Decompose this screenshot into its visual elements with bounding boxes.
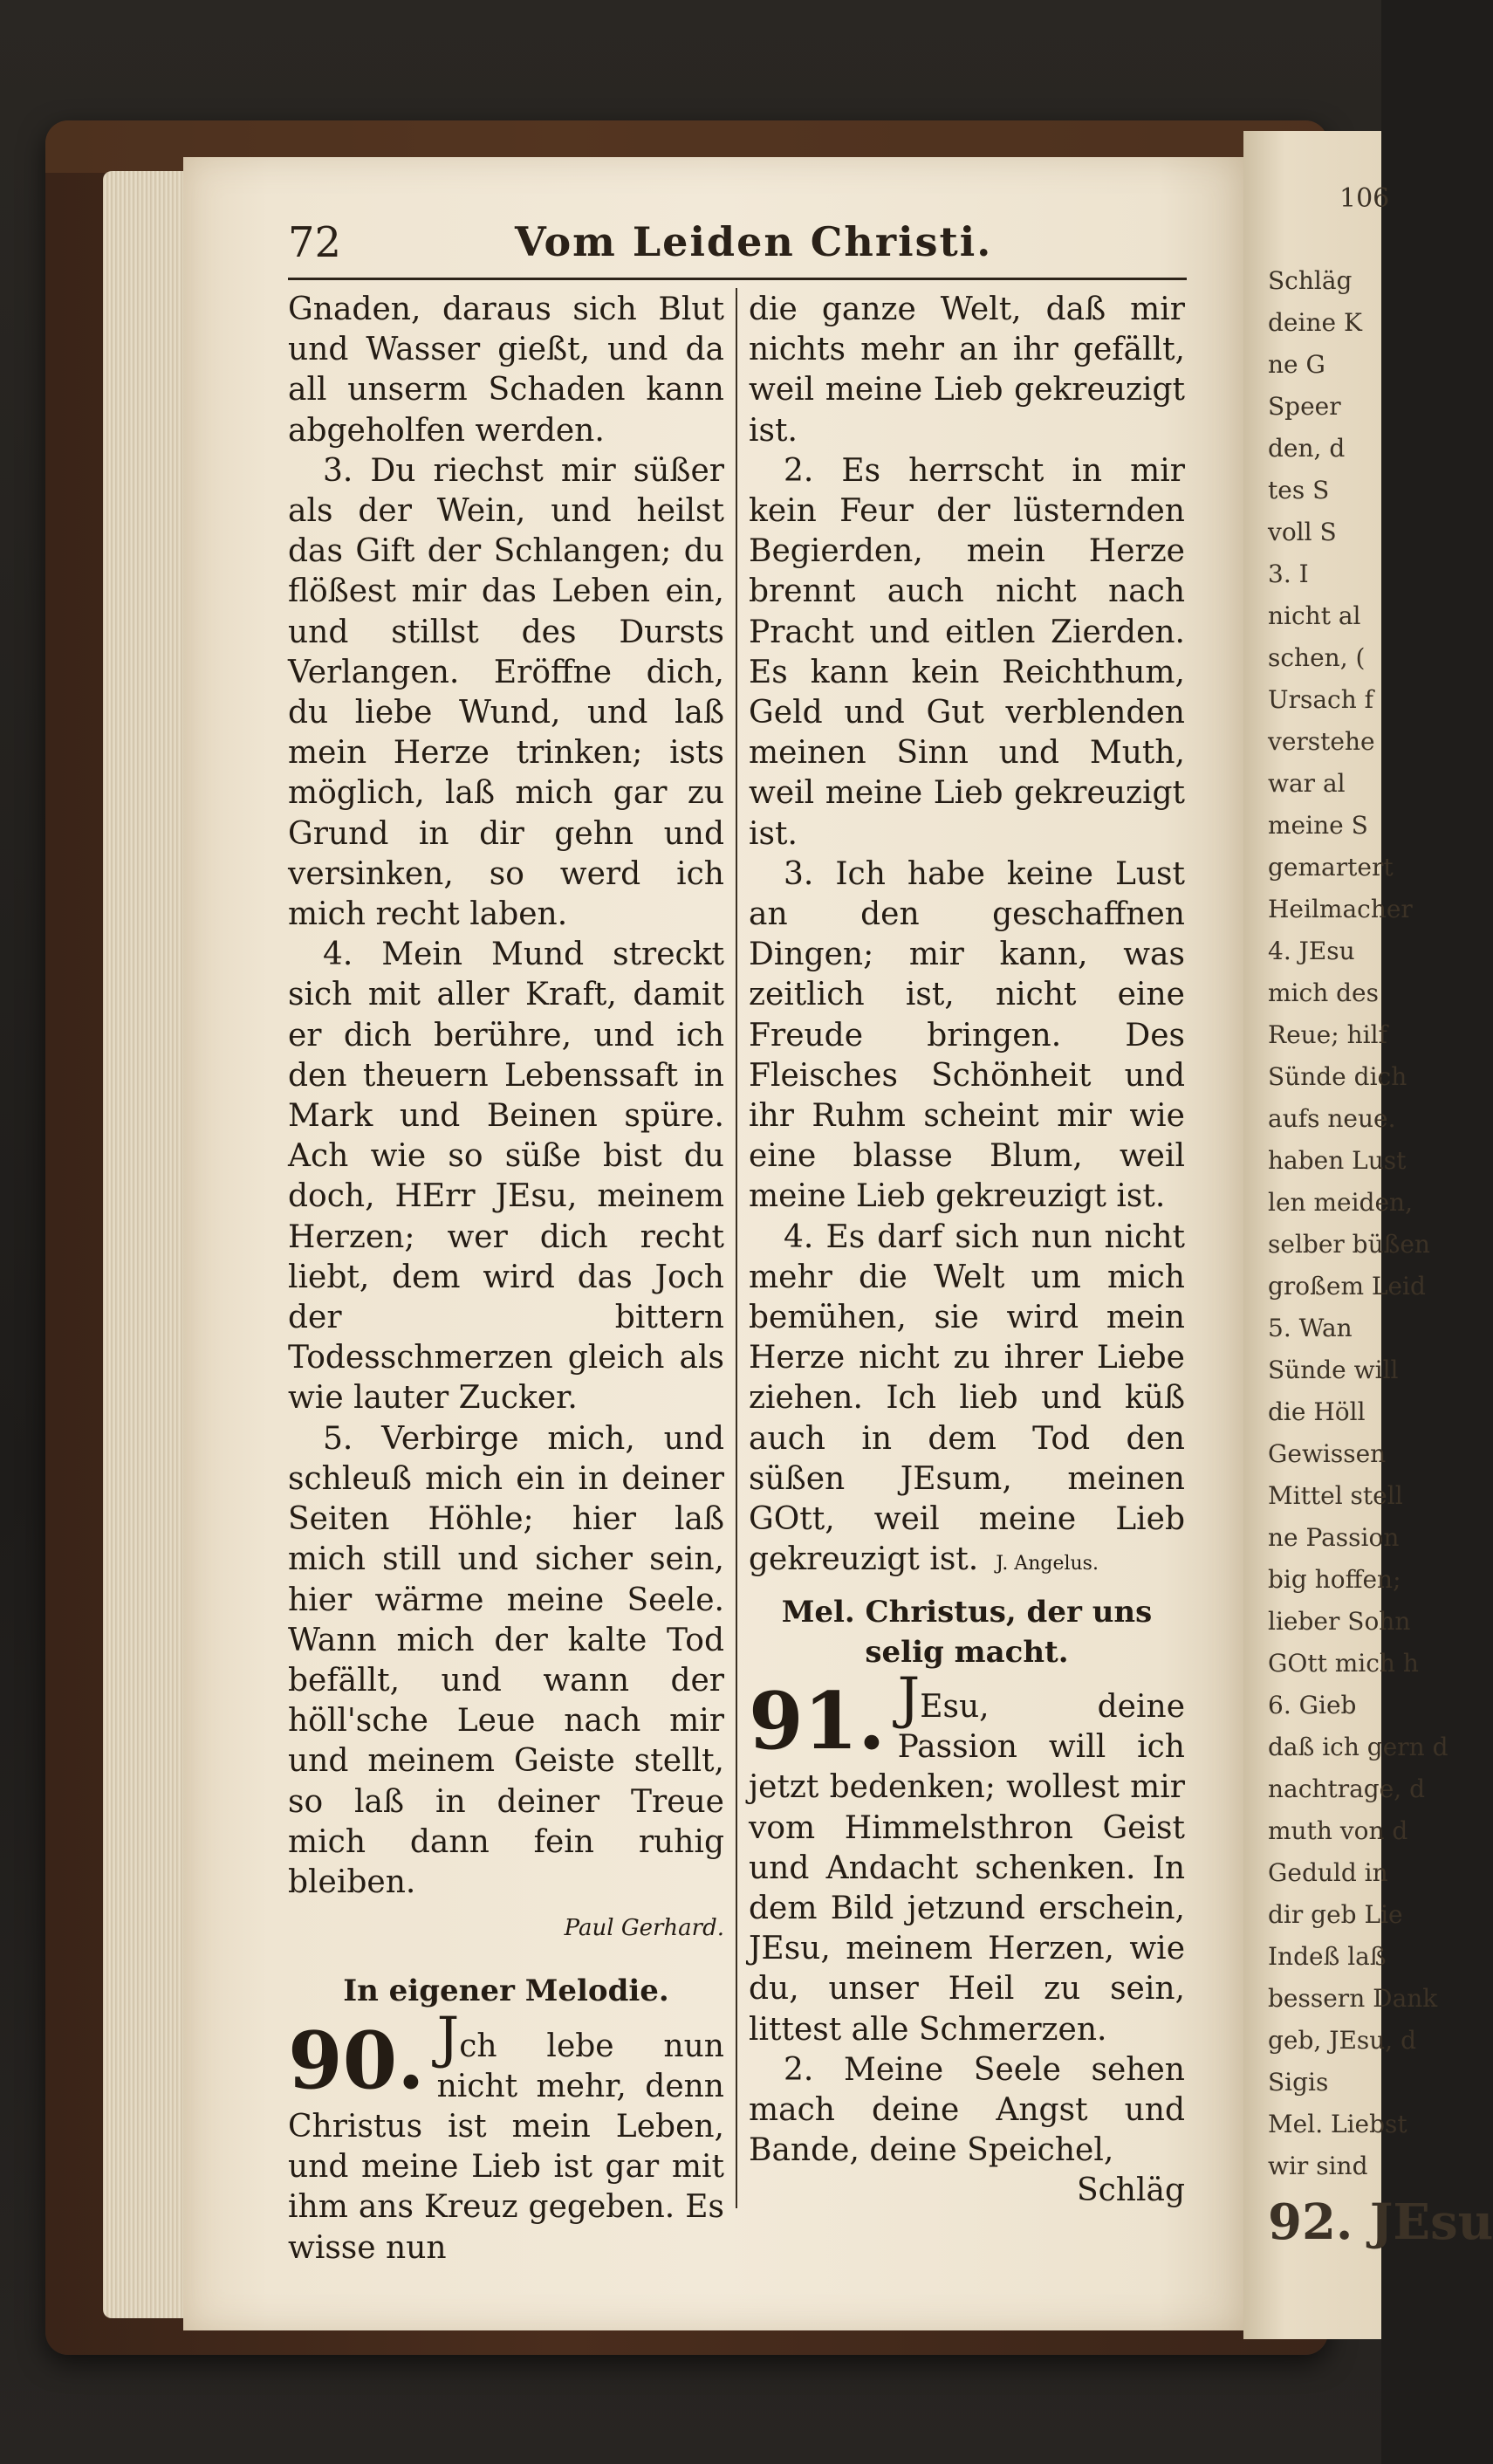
- adjacent-page-fragment: 4. JEsu: [1268, 937, 1355, 965]
- adjacent-page-fragment: dir geb Lie: [1268, 1900, 1403, 1929]
- adjacent-page-fragment: 6. Gieb: [1268, 1691, 1357, 1719]
- right-para-4-text: 4. Es darf sich nun nicht mehr die Welt um mich bemühen, sie wird mein Herze nicht zu ihrer Liebe ziehen. Ich lieb und küß auch in dem Tod den süßen JEsum, meinen GOtt, weil meine Lieb gekreuzigt ist.: [749, 1218, 1185, 1578]
- right-para-1: die ganze Welt, daß mir nichts mehr an ihr gefällt, weil meine Lieb gekreuzigt ist.: [749, 292, 1185, 449]
- adjacent-page-fragment: Sünde dich: [1268, 1062, 1407, 1091]
- adjacent-page-fragment: großem Leid: [1268, 1272, 1426, 1301]
- adjacent-page-fragment: verstehe: [1268, 727, 1375, 756]
- adjacent-page-fragment: ne G: [1268, 350, 1325, 379]
- adjacent-page-number: 106: [1339, 183, 1390, 214]
- hymn-91: [749, 1665, 1185, 2050]
- hymn-text: ch lebe nun nicht mehr, denn Christus ist mein Leben, und meine Lieb ist gar mit ihm ans Kreuz gegeben. Es wisse nun: [288, 2028, 724, 2266]
- right-para-3: 3. Ich habe keine Lust an den geschaffnen Dingen; mir kann, was zeitlich ist, nicht eine Freude bringen. Des Fleisches Schönheit und ihr Ruhm scheint mir wie eine blasse Blum, weil meine Lieb gekreuzigt ist.: [749, 855, 1185, 1215]
- left-column: [288, 290, 724, 2268]
- right-column: [749, 290, 1185, 2212]
- adjacent-page-fragment: Gewissen: [1268, 1439, 1387, 1468]
- adjacent-page-fragment: Mel. Liebst: [1268, 2110, 1407, 2138]
- left-para-2: 3. Du riechst mir süßer als der Wein, und heilst das Gift der Schlangen; du flößest mir das Leben ein, und stillst des Dursts Verlangen. Eröffne dich, du liebe Wund, und laß mein Herze trinken; ists möglich, laß mich gar zu Grund in dir gehn und versinken, so werd ich mich recht laben.: [288, 452, 724, 933]
- right-para-2: 2. Es herrscht in mir kein Feur der lüsternden Begierden, mein Herze brennt auch nicht nach Pracht und eitlen Zierden. Es kann kein Reichthum, Geld und Gut verblenden meinen Sinn und Muth, weil meine Lieb gekreuzigt ist.: [749, 452, 1185, 852]
- book-page-right-partial: [1243, 131, 1493, 2339]
- adjacent-page-fragment: gemartert: [1268, 853, 1394, 882]
- adjacent-page-fragment: mich des: [1268, 978, 1379, 1007]
- adjacent-page-fragment: Speer: [1268, 392, 1341, 421]
- adjacent-page-fragment: len meiden,: [1268, 1188, 1413, 1217]
- melody-heading: In eigener Melodie.: [343, 1973, 669, 2009]
- adjacent-page-fragment: 92. JEsu: [1268, 2193, 1493, 2251]
- right-para-5: 2. Meine Seele sehen mach deine Angst und Bande, deine Speichel,: [749, 2051, 1185, 2169]
- adjacent-page-fragment: Geduld in: [1268, 1858, 1388, 1887]
- running-title: Vom Leiden Christi.: [515, 218, 993, 265]
- adjacent-page-fragment: Indeß laß: [1268, 1942, 1387, 1971]
- adjacent-page-fragment: selber büßen: [1268, 1230, 1430, 1259]
- adjacent-page-fragment: tes S: [1268, 476, 1330, 504]
- hymn-text: Esu, deine Passion will ich jetzt bedenken; wollest mir vom Himmelsthron Geist und Andacht schenken. In dem Bild jetzund erschein, JEsu, meinem Herzen, wie du, unser Heil zu sein, littest alle Schmerzen.: [749, 1688, 1185, 2048]
- right-para-4: [749, 1218, 1185, 1585]
- adjacent-page-fragment: 5. Wan: [1268, 1314, 1353, 1342]
- adjacent-page-fragment: deine K: [1268, 308, 1362, 337]
- page-number: 72: [288, 218, 342, 267]
- hymn-initial: J: [436, 2005, 460, 2070]
- adjacent-page-fragment: geb, JEsu, d: [1268, 2026, 1417, 2055]
- adjacent-page-fragment: GOtt mich h: [1268, 1649, 1419, 1678]
- melody-heading: Mel. Christus, der uns selig macht.: [781, 1594, 1153, 1670]
- adjacent-page-fragment: voll S: [1268, 518, 1337, 546]
- adjacent-page-fragment: Sigis: [1268, 2068, 1329, 2097]
- hymn-90: [288, 2005, 724, 2268]
- adjacent-page-fragment: Ursach f: [1268, 685, 1374, 714]
- adjacent-page-fragment: muth von d: [1268, 1816, 1408, 1845]
- adjacent-page-fragment: wir sind: [1268, 2152, 1368, 2180]
- adjacent-page-fragment: bessern Dank: [1268, 1984, 1438, 2013]
- adjacent-page-fragment: war al: [1268, 769, 1346, 798]
- left-para-3: 4. Mein Mund streckt sich mit aller Kraft, damit er dich berühre, und ich den theuern Lebenssaft in Mark und Beinen spüre. Ach wie so süße bist du doch, HErr JEsu, meinem Herzen; wer dich recht liebt, dem wird das Joch der bittern Todesschmerzen gleich als wie lauter Zucker.: [288, 937, 724, 1417]
- adjacent-page-fragment: big hoffen;: [1268, 1565, 1401, 1594]
- left-para-1: Gnaden, daraus sich Blut und Wasser gießt, und da all unserm Schaden kann abgeholfen werden.: [288, 292, 724, 449]
- author-attribution: Paul Gerhard.: [564, 1915, 724, 1942]
- left-para-4: 5. Verbirge mich, und schleuß mich ein in deiner Seiten Höhle; hier laß mich still und sicher sein, hier wärme meine Seele. Wann mich der kalte Tod befällt, und wann der höll'sche Leue nach mir und meinem Geiste stellt, so laß in deiner Treue mich dann fein ruhig bleiben.: [288, 1420, 724, 1900]
- adjacent-page-fragment: 3. I: [1268, 559, 1309, 588]
- column-divider: [736, 288, 737, 2208]
- adjacent-page-fragment: die Höll: [1268, 1397, 1366, 1426]
- adjacent-page-fragment: Reue; hilf: [1268, 1020, 1387, 1049]
- hymn-initial: J: [897, 1665, 921, 1731]
- hymn-number: 91.: [749, 1674, 886, 1767]
- adjacent-page-fragment: aufs neue.: [1268, 1104, 1396, 1133]
- hymn-number: 90.: [288, 2014, 425, 2107]
- adjacent-page-fragment: Sünde will: [1268, 1356, 1399, 1384]
- adjacent-page-fragment: den, d: [1268, 434, 1346, 463]
- adjacent-page-fragment: schen, (: [1268, 643, 1366, 672]
- adjacent-page-fragment: daß ich gern d: [1268, 1733, 1448, 1761]
- catchword: Schläg: [1076, 2172, 1185, 2209]
- adjacent-page-fragment: nicht al: [1268, 601, 1361, 630]
- adjacent-page-fragment: meine S: [1268, 811, 1368, 840]
- adjacent-page-fragment: Heilmacher: [1268, 895, 1413, 923]
- adjacent-page-fragment: haben Lust: [1268, 1146, 1407, 1175]
- adjacent-page-fragment: Schläg: [1268, 266, 1353, 295]
- adjacent-page-fragment: ne Passion: [1268, 1523, 1400, 1552]
- author-attribution: J. Angelus.: [996, 1553, 1099, 1575]
- adjacent-page-fragment: lieber Sohn: [1268, 1607, 1411, 1636]
- adjacent-page-fragment: Mittel stell: [1268, 1481, 1403, 1510]
- page-header: [288, 218, 1187, 279]
- adjacent-page-fragment: nachtrage, d: [1268, 1774, 1425, 1803]
- header-rule: [288, 278, 1187, 280]
